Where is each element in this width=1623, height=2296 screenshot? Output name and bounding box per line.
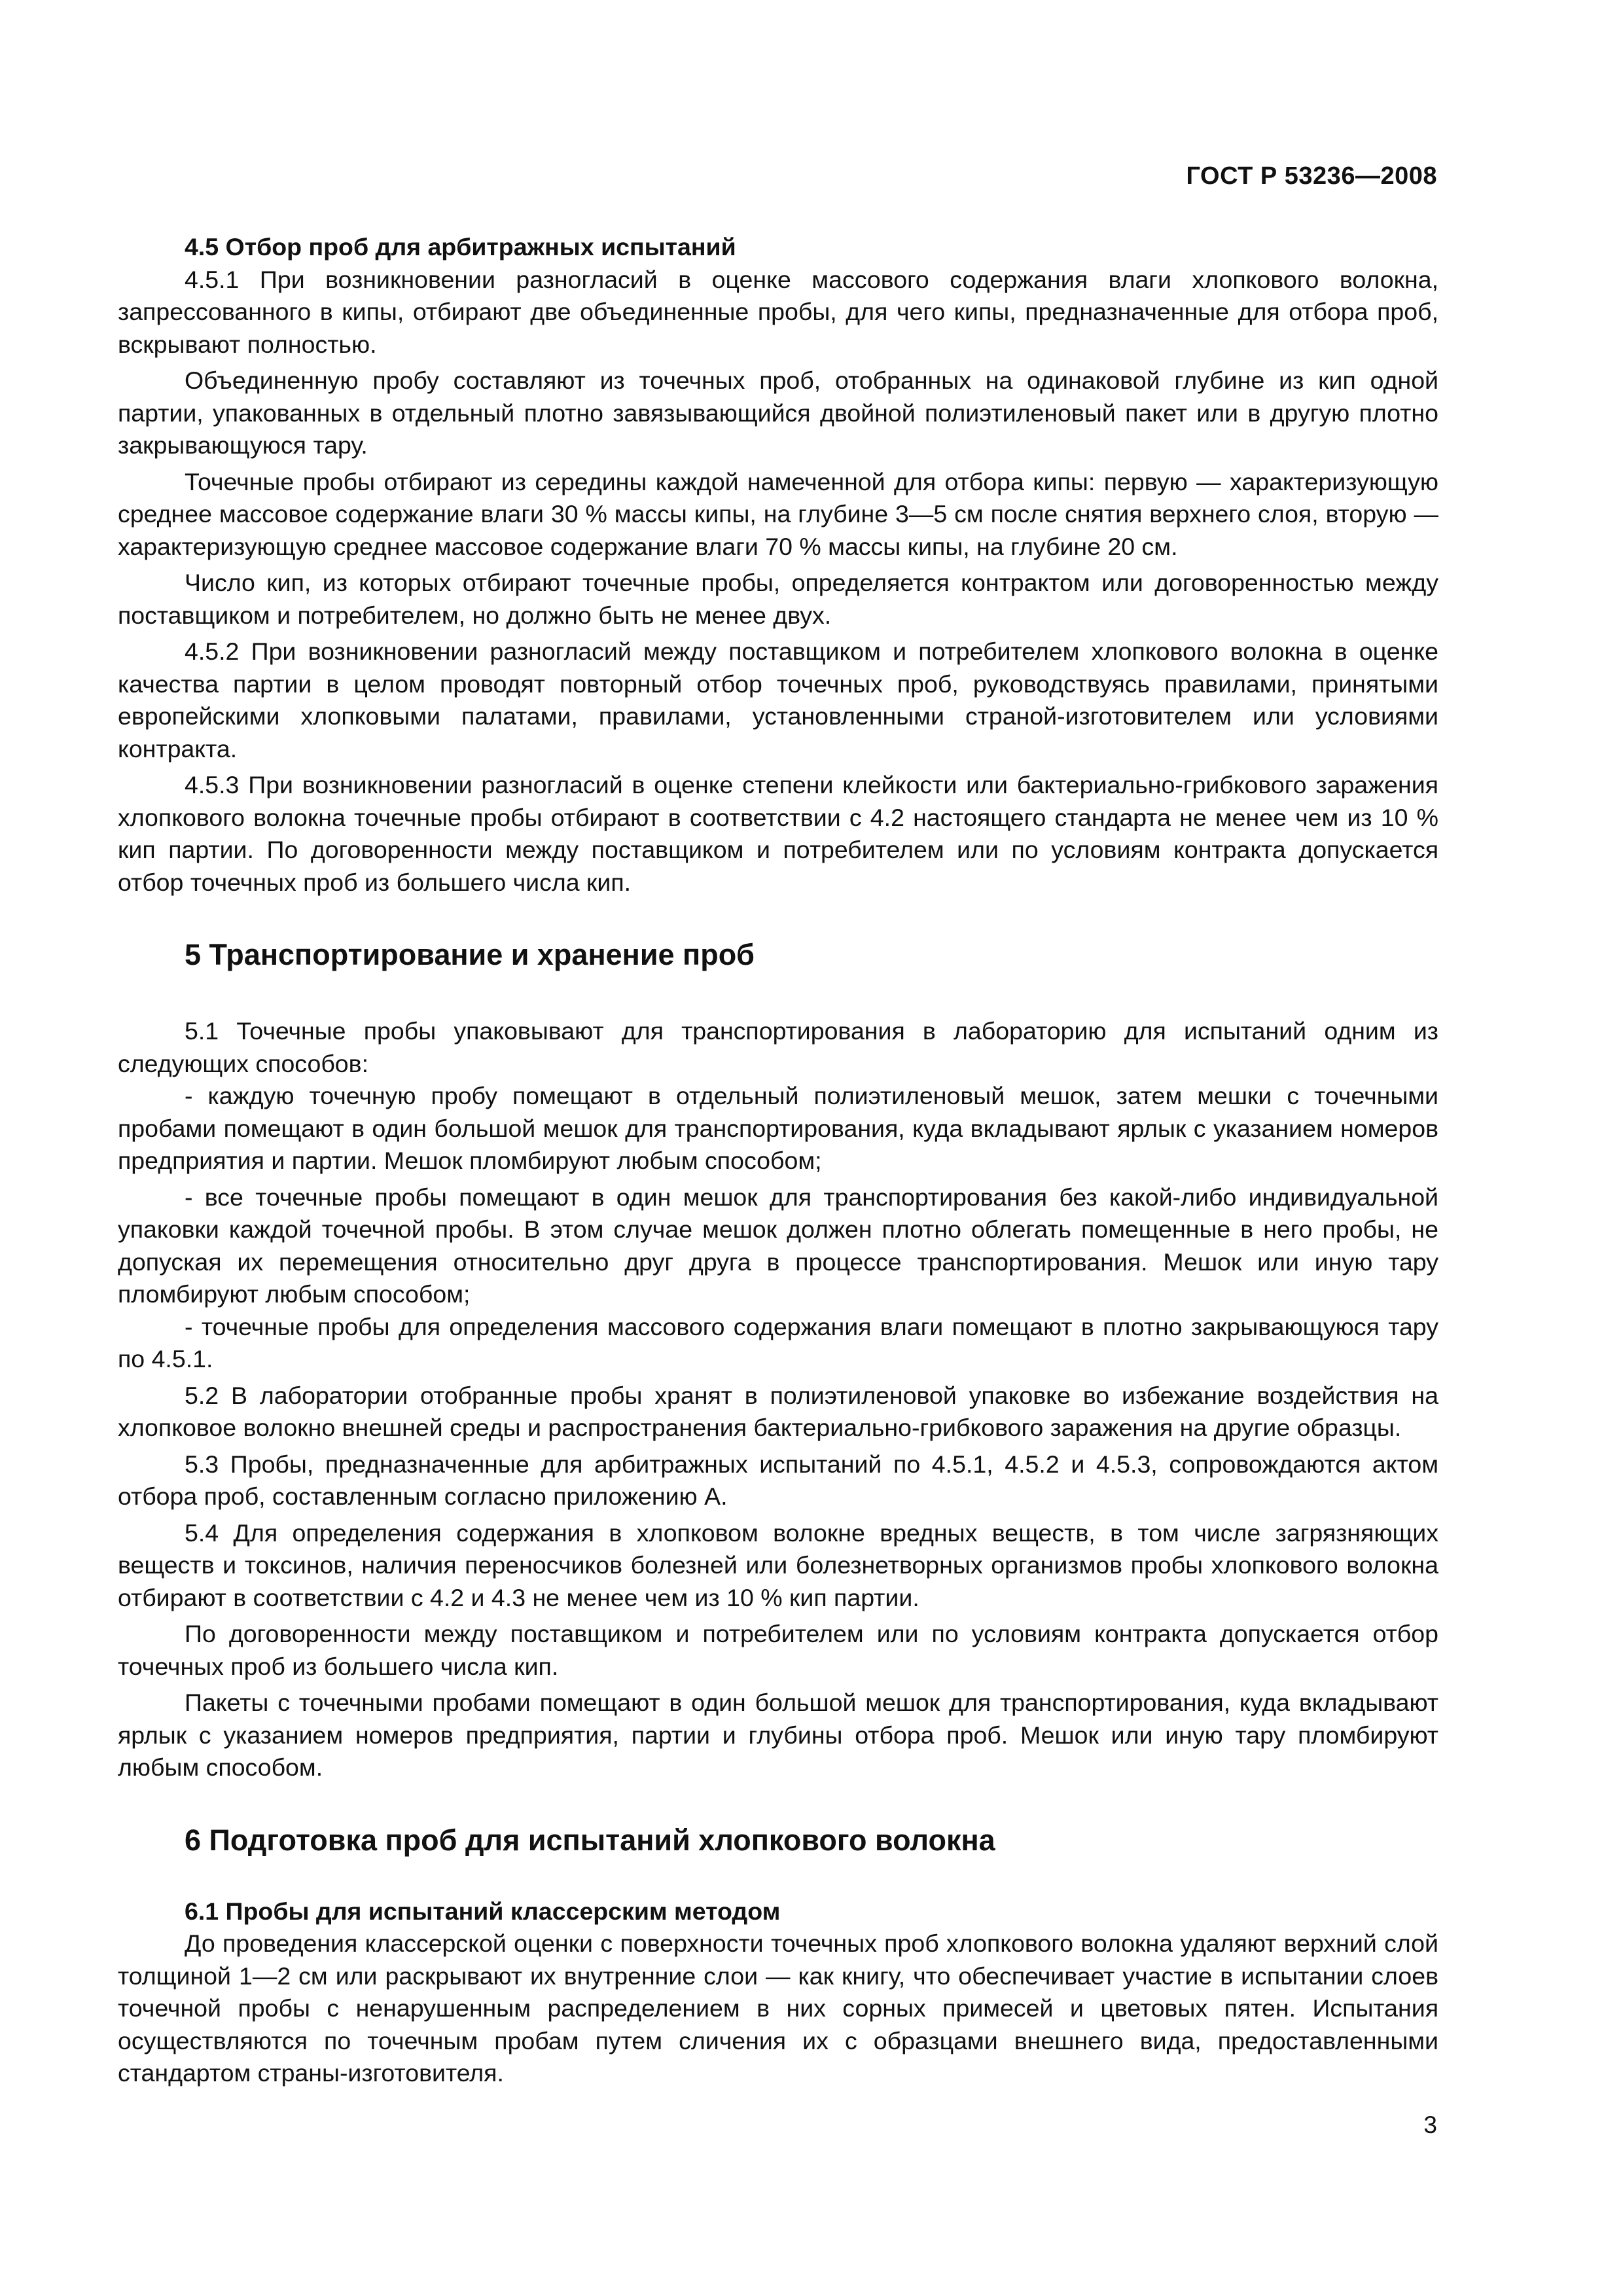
document-id-header: ГОСТ Р 53236—2008 — [1186, 162, 1437, 190]
paragraph-4-5-1: 4.5.1 При возникновении разногласий в оценке массового содержания влаги хлопкового волокна, запрессованного в кипы, отбирают две объединенные пробы, для чего кипы, предназначенные для отбора проб, вскрывают полностью. — [118, 265, 1438, 358]
document-body — [118, 231, 1438, 2090]
list-item: - каждую точечную пробу помещают в отдельный полиэтиленовый мешок, затем мешки с точечными пробами помещают в один большой мешок для транспортирования, куда вкладывают ярлык с указанием номеров предприятия и партии. Мешок пломбируют любым способом; — [118, 1082, 1438, 1174]
paragraph: Число кип, из которых отбирают точечные пробы, определяется контрактом или договоренностью между поставщиком и потребителем, но должно быть не менее двух. — [118, 569, 1438, 629]
paragraph: По договоренности между поставщиком и потребителем или по условиям контракта допускается отбор точечных проб из большего числа кип. — [118, 1620, 1438, 1680]
paragraph-6-1: До проведения классерской оценки с поверхности точечных проб хлопкового волокна удаляют верхний слой толщиной 1—2 см или раскрывают их внутренние слои — как книгу, что обеспечивает участие в испытании слоев точечной пробы с ненарушенным распределением в них сорных примесей и цветовых пятен. Испытания осуществляются по точечным пробам путем сличения их с образцами внешнего вида, предоставленными стандартом страны-изготовителя. — [118, 1929, 1438, 2087]
paragraph: Объединенную пробу составляют из точечных проб, отобранных на одинаковой глубине из кип одной партии, упакованных в отдельный плотно завязывающийся двойной полиэтиленовый пакет или в другую плотно закрывающуюся тару. — [118, 367, 1438, 459]
list-item: - точечные пробы для определения массового содержания влаги помещают в плотно закрывающуюся тару по 4.5.1. — [118, 1312, 1438, 1372]
list-item: - все точечные пробы помещают в один мешок для транспортирования без какой-либо индивидуальной упаковки каждой точечной пробы. В этом случае мешок должен плотно облегать помещенные в него пробы, не допуская их перемещения относительно друг друга в процессе транспортирования. Мешок или иную тару пломбируют любым способом; — [118, 1183, 1438, 1308]
page-number: 3 — [1423, 2111, 1437, 2138]
paragraph-5-2: 5.2 В лаборатории отобранные пробы хранят в полиэтиленовой упаковке во избежание воздействия на хлопковое волокно внешней среды и распространения бактериально-грибкового заражения на другие образцы. — [118, 1381, 1438, 1441]
subsection-heading-4-5: 4.5 Отбор проб для арбитражных испытаний — [185, 233, 736, 260]
paragraph-5-1: 5.1 Точечные пробы упаковывают для транспортирования в лабораторию для испытаний одним из следующих способов: — [118, 1017, 1438, 1077]
paragraph-5-3: 5.3 Пробы, предназначенные для арбитражных испытаний по 4.5.1, 4.5.2 и 4.5.3, сопровождаются актом отбора проб, составленным согласно приложению А. — [118, 1450, 1438, 1510]
section-heading-5: 5 Транспортирование и хранение проб — [185, 938, 755, 971]
subsection-heading-6-1: 6.1 Пробы для испытаний классерским методом — [185, 1897, 781, 1925]
paragraph-5-4: 5.4 Для определения содержания в хлопковом волокне вредных веществ, в том числе загрязняющих веществ и токсинов, наличия переносчиков болезней или болезнетворных организмов пробы хлопкового волокна отбирают в соответствии с 4.2 и 4.3 не менее чем из 10 % кип партии. — [118, 1518, 1438, 1611]
paragraph-4-5-3: 4.5.3 При возникновении разногласий в оценке степени клейкости или бактериально-грибкового заражения хлопкового волокна точечные пробы отбирают в соответствии с 4.2 настоящего стандарта не менее чем из 10 % кип партии. По договоренности между поставщиком и потребителем или по условиям контракта допускается отбор точечных проб из большего числа кип. — [118, 771, 1438, 896]
paragraph: Точечные пробы отбирают из середины каждой намеченной для отбора кипы: первую — характеризующую среднее массовое содержание влаги 30 % массы кипы, на глубине 3—5 см после снятия верхнего слоя, вторую — характеризующую среднее массовое содержание влаги 70 % массы кипы, на глубине 20 см. — [118, 467, 1438, 560]
section-heading-6: 6 Подготовка проб для испытаний хлопкового волокна — [185, 1823, 995, 1857]
paragraph: Пакеты с точечными пробами помещают в один большой мешок для транспортирования, куда вкладывают ярлык с указанием номеров предприятия, партии и глубины отбора проб. Мешок или иную тару пломбируют любым способом. — [118, 1689, 1438, 1781]
paragraph-4-5-2: 4.5.2 При возникновении разногласий между поставщиком и потребителем хлопкового волокна в оценке качества партии в целом проводят повторный отбор точечных проб, руководствуясь правилами, принятыми европейскими хлопковыми палатами, правилами, установленными страной-изготовителем или условиями контракта. — [118, 637, 1438, 762]
